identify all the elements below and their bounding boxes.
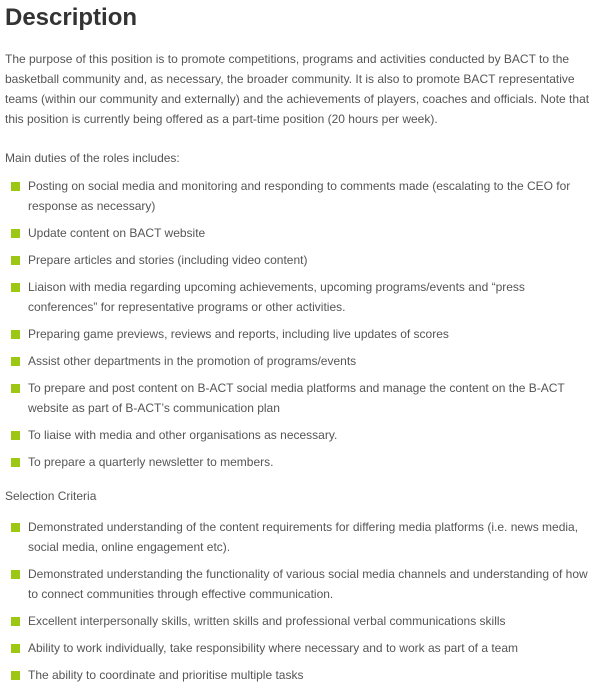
list-item [5, 452, 595, 472]
list-item-text: To prepare a quarterly newsletter to members. [28, 455, 274, 469]
duties-label: Main duties of the roles includes: [5, 151, 180, 165]
list-item [5, 517, 595, 557]
list-item-text: Excellent interpersonally skills, written skills and professional verbal communications skills [28, 614, 506, 628]
square-bullet-icon [11, 644, 20, 653]
list-item [5, 176, 595, 216]
square-bullet-icon [11, 330, 20, 339]
square-bullet-icon [11, 523, 20, 532]
list-item [5, 611, 595, 631]
list-item-text: Demonstrated understanding of the content requirements for differing media platforms (i.e. news media, social media, online engagement etc). [28, 520, 579, 554]
square-bullet-icon [11, 283, 20, 292]
list-item-text: Assist other departments in the promotion of programs/events [28, 354, 357, 368]
list-item-text: Prepare articles and stories (including video content) [28, 253, 308, 267]
intro-paragraph: The purpose of this position is to promote competitions, programs and activities conducted by BACT to the basketball community and, as necessary, the broader community. It is also to promote BACT representative teams (within our community and externally) and the achievements of players, coaches and officials. Note that this position is currently being offered as a part-time position (20 hours per week). [5, 52, 590, 126]
criteria-list [5, 517, 595, 685]
page-title: Description [5, 4, 138, 31]
list-item [5, 277, 595, 317]
list-item-text: To prepare and post content on B-ACT social media platforms and manage the content on the B-ACT website as part of B-ACT’s communication plan [28, 381, 565, 415]
duties-list [5, 176, 595, 472]
square-bullet-icon [11, 671, 20, 680]
list-item [5, 351, 595, 371]
square-bullet-icon [11, 431, 20, 440]
list-item [5, 250, 595, 270]
list-item-text: Demonstrated understanding the functionality of various social media channels and understanding of how to connect communities through effective communication. [28, 567, 588, 601]
square-bullet-icon [11, 182, 20, 191]
square-bullet-icon [11, 357, 20, 366]
list-item-text: Preparing game previews, reviews and reports, including live updates of scores [28, 327, 449, 341]
square-bullet-icon [11, 256, 20, 265]
list-item-text: Update content on BACT website [28, 226, 206, 240]
list-item [5, 564, 595, 604]
list-item-text: To liaise with media and other organisations as necessary. [28, 428, 338, 442]
square-bullet-icon [11, 458, 20, 467]
list-item [5, 425, 595, 445]
list-item [5, 324, 595, 344]
list-item-text: Liaison with media regarding upcoming achievements, upcoming programs/events and “press conferences” for representative programs or other activities. [28, 280, 525, 314]
selection-criteria-label: Selection Criteria [5, 489, 97, 503]
square-bullet-icon [11, 617, 20, 626]
list-item [5, 638, 595, 658]
square-bullet-icon [11, 384, 20, 393]
square-bullet-icon [11, 570, 20, 579]
list-item [5, 665, 595, 685]
list-item [5, 223, 595, 243]
list-item-text: The ability to coordinate and prioritise multiple tasks [28, 668, 304, 682]
list-item [5, 378, 595, 418]
square-bullet-icon [11, 229, 20, 238]
list-item-text: Ability to work individually, take responsibility where necessary and to work as part of a team [28, 641, 519, 655]
list-item-text: Posting on social media and monitoring and responding to comments made (escalating to the CEO for response as necessary) [28, 179, 571, 213]
